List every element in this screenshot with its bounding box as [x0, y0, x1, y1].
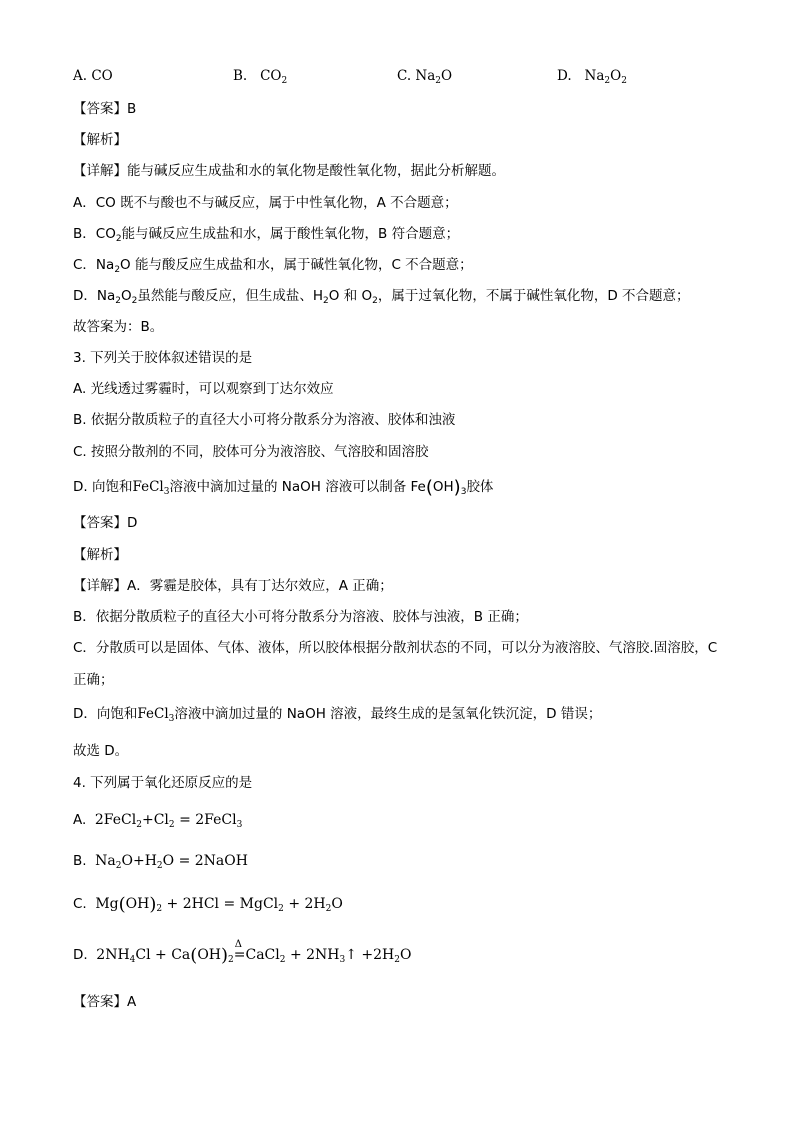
- q2-option-b: B. $CO_2$: [233, 68, 288, 86]
- q4-equation-c: $Mg(OH)_2 + 2HCl$ = MgCl$_2$ + $2H_2O$: [95, 894, 343, 915]
- q4-equation-b: $Na_2O+H_2O$ = 2NaOH: [95, 853, 248, 871]
- q3-analysis-a: 【详解】A．雾霾是胶体，具有丁达尔效应，A 正确；: [73, 578, 393, 594]
- q3-analysis-c2: 正确；: [73, 672, 114, 688]
- q4-equation-d: $2NH_4Cl + Ca(OH)_2$ Δ =CaCl$_2$ + $2NH_3↑ +2H_2O$: [96, 939, 412, 966]
- q2-option-c: C. $Na_2O$: [397, 68, 453, 86]
- q2-analysis-c: C．$Na_2O$ 能与酸反应生成盐和水，属于碱性氧化物，C 不合题意；: [73, 257, 473, 275]
- q3-option-c: C. 按照分散剂的不同，胶体可分为液溶胶、气溶胶和固溶胶: [73, 444, 429, 460]
- q4-option-c: C. $Mg(OH)_2 + 2HCl$ = MgCl$_2$ + $2H_2O$: [73, 894, 343, 915]
- q4-option-b: B. $Na_2O+H_2O$ = 2NaOH: [73, 853, 248, 871]
- q3-answer: 【答案】D: [73, 515, 138, 531]
- q4-option-d: D. $2NH_4Cl + Ca(OH)_2$ Δ =CaCl$_2$ + $2NH_3↑ +2H_2O$: [73, 939, 412, 966]
- q2-option-d: D. $Na_2O_2$: [557, 68, 627, 86]
- q2-analysis-a: A．CO 既不与酸也不与碱反应，属于中性氧化物，A 不合题意；: [73, 195, 458, 211]
- q2-analysis-tag: 【解析】: [73, 132, 127, 148]
- q3-option-b: B. 依据分散质粒子的直径大小可将分散系分为溶液、胶体和浊液: [73, 412, 456, 428]
- heat-equals-sign: Δ =: [233, 939, 246, 963]
- q4-option-a: A. $2FeCl_2+Cl_2$ = 2FeCl$_3$: [73, 812, 243, 830]
- q3-analysis-tag: 【解析】: [73, 547, 127, 563]
- q4-equation-a: $2FeCl_2+Cl_2$ = 2FeCl$_3$: [94, 812, 243, 830]
- q4-answer: 【答案】A: [73, 994, 137, 1010]
- q3-analysis-d: D．向饱和FeCl$_3$溶液中滴加过量的 NaOH 溶液，最终生成的是氢氧化铁沉淀，D 错误；: [73, 706, 602, 724]
- q3-analysis-b: B．依据分散质粒子的直径大小可将分散系分为溶液、胶体与浊液，B 正确；: [73, 609, 528, 625]
- q2-analysis-d: D．$Na_2O_2$虽然能与酸反应，但生成盐、$H_2O$ 和 $O_2$，属于过氧化物，不属于碱性氧化物，D 不合题意；: [73, 288, 690, 306]
- q3-stem: 3. 下列关于胶体叙述错误的是: [73, 350, 253, 366]
- q4-stem: 4. 下列属于氧化还原反应的是: [73, 775, 253, 791]
- q2-answer: 【答案】B: [73, 101, 137, 117]
- q3-conclusion: 故选 D。: [73, 743, 129, 759]
- q2-conclusion: 故答案为：B。: [73, 319, 164, 335]
- q2-option-a: A. CO: [73, 68, 113, 84]
- q2-detail: 【详解】能与碱反应生成盐和水的氧化物是酸性氧化物，据此分析解题。: [73, 163, 505, 179]
- q3-option-a: A. 光线透过雾霾时，可以观察到丁达尔效应: [73, 381, 334, 397]
- q3-option-d: D. 向饱和FeCl$_3$溶液中滴加过量的 NaOH 溶液可以制备 $Fe(OH)_3$胶体: [73, 477, 494, 498]
- q3-analysis-c1: C．分散质可以是固体、气体、液体，所以胶体根据分散剂状态的不同，可以分为液溶胶、气溶胶.固溶胶，C: [73, 640, 718, 656]
- q2-analysis-b: B．$CO_2$能与碱反应生成盐和水，属于酸性氧化物，B 符合题意；: [73, 226, 460, 244]
